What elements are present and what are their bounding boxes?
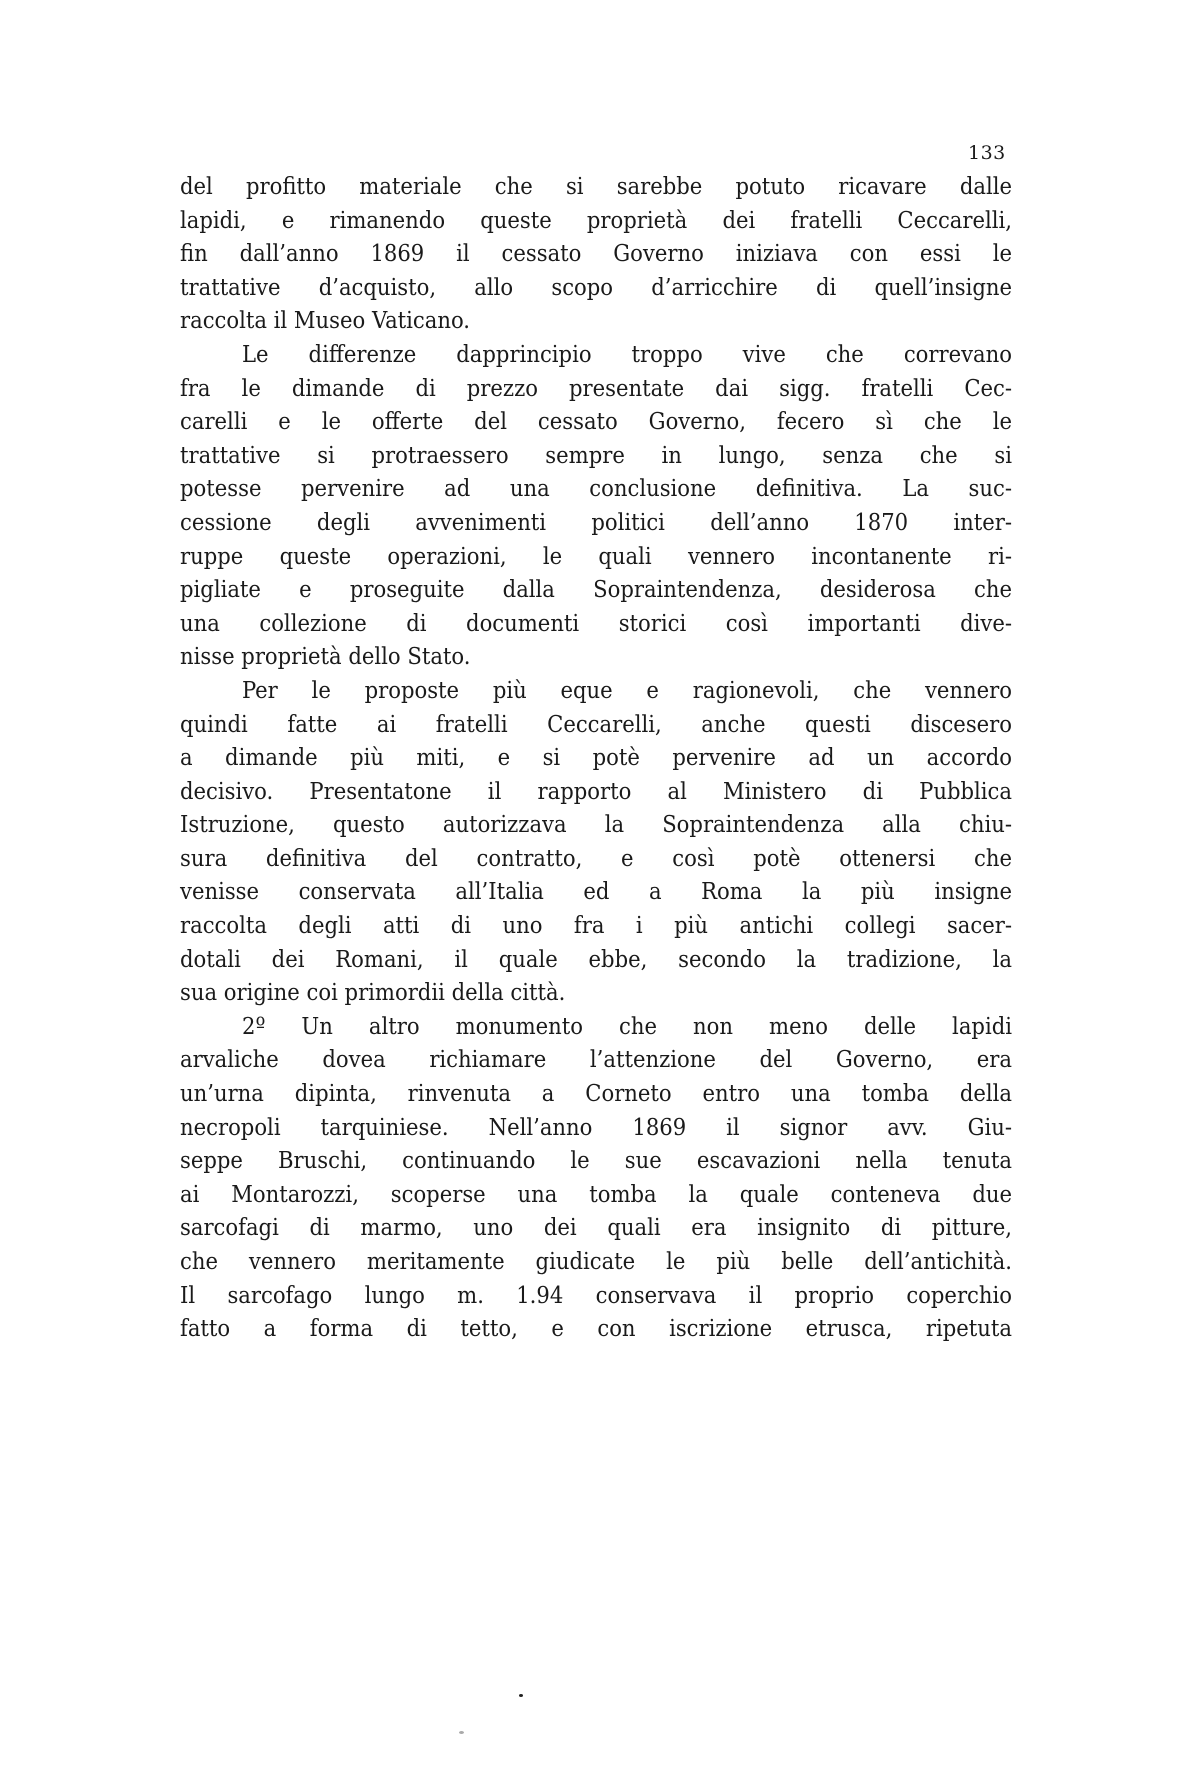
text-line — [180, 338, 1012, 372]
text-line — [180, 372, 1012, 406]
text-line — [180, 775, 1012, 809]
text-line-content: venisse conservata all’Italia ed a Roma la più insigne — [180, 877, 1012, 906]
text-line — [180, 943, 1012, 977]
text-line — [180, 1279, 1012, 1313]
text-line — [180, 540, 1012, 574]
text-line-content: trattative d’acquisto, allo scopo d’arricchire di quell’insigne — [180, 272, 1012, 301]
text-line — [180, 1211, 1012, 1245]
text-line-content: che vennero meritamente giudicate le più belle dell’antichità. — [180, 1247, 1012, 1275]
text-line — [180, 1010, 1012, 1044]
text-line-content: Per le proposte più eque e ragionevoli, che vennero — [242, 675, 1012, 704]
text-line-content: sua origine coi primordii della città. — [180, 978, 566, 1007]
text-line-content: decisivo. Presentatone il rapporto al Ministero di Pubblica — [180, 776, 1012, 805]
text-line-content: Le differenze dapprincipio troppo vive che correvano — [242, 339, 1012, 368]
text-line-content: nisse proprietà dello Stato. — [180, 642, 471, 671]
text-line-content: cessione degli avvenimenti politici dell’anno 1870 inter- — [180, 507, 1012, 536]
print-speck — [519, 1694, 523, 1697]
text-line — [180, 674, 1012, 708]
text-line-content: Il sarcofago lungo m. 1.94 conservava il proprio coperchio — [180, 1280, 1012, 1309]
text-line — [180, 439, 1012, 473]
text-line — [180, 808, 1012, 842]
text-line-content: potesse pervenire ad una conclusione definitiva. La suc- — [180, 474, 1012, 503]
text-line — [180, 1144, 1012, 1178]
text-line — [180, 506, 1012, 540]
text-line-content: fin dall’anno 1869 il cessato Governo iniziava con essi le — [180, 239, 1012, 268]
text-line — [180, 1312, 1012, 1346]
text-line — [180, 708, 1012, 742]
text-line — [180, 1043, 1012, 1077]
text-line-content: lapidi, e rimanendo queste proprietà dei fratelli Ceccarelli, — [180, 205, 1012, 234]
text-line-content: Istruzione, questo autorizzava la Sopraintendenza alla chiu- — [180, 810, 1012, 839]
text-line — [180, 472, 1012, 506]
text-line — [180, 237, 1012, 271]
page-number: 133 — [968, 142, 1006, 164]
text-line-content: ai Montarozzi, scoperse una tomba la quale conteneva due — [180, 1179, 1012, 1208]
text-line — [180, 170, 1012, 204]
body-text — [180, 170, 1012, 1346]
text-line — [180, 640, 1012, 674]
text-line-content: del profitto materiale che si sarebbe potuto ricavare dalle — [180, 172, 1012, 200]
text-line — [180, 976, 1012, 1010]
text-line — [180, 304, 1012, 338]
text-line-content: trattative si protraessero sempre in lungo, senza che si — [180, 440, 1012, 469]
text-line-content: necropoli tarquiniese. Nell’anno 1869 il signor avv. Giu- — [180, 1112, 1012, 1141]
text-line — [180, 204, 1012, 238]
text-line — [180, 875, 1012, 909]
text-line — [180, 573, 1012, 607]
text-line-content: 2º Un altro monumento che non meno delle lapidi — [242, 1011, 1012, 1040]
text-line — [180, 1178, 1012, 1212]
text-line — [180, 842, 1012, 876]
text-line — [180, 405, 1012, 439]
text-line-content: fatto a forma di tetto, e con iscrizione etrusca, ripetuta — [180, 1314, 1012, 1343]
text-line-content: carelli e le offerte del cessato Governo, fecero sì che le — [180, 407, 1012, 436]
text-line-content: dotali dei Romani, il quale ebbe, secondo la tradizione, la — [180, 944, 1012, 973]
text-line-content: quindi fatte ai fratelli Ceccarelli, anche questi discesero — [180, 709, 1012, 738]
print-speck — [459, 1731, 464, 1734]
text-line-content: a dimande più miti, e si potè pervenire ad un accordo — [180, 743, 1012, 772]
text-line-content: arvaliche dovea richiamare l’attenzione del Governo, era — [180, 1045, 1012, 1074]
text-line — [180, 607, 1012, 641]
text-line-content: raccolta il Museo Vaticano. — [180, 306, 471, 335]
text-line-content: una collezione di documenti storici così importanti dive- — [180, 608, 1012, 637]
text-line-content: fra le dimande di prezzo presentate dai sigg. fratelli Cec- — [180, 373, 1012, 402]
text-line-content: pigliate e proseguite dalla Sopraintendenza, desiderosa che — [180, 575, 1012, 604]
text-line-content: seppe Bruschi, continuando le sue escavazioni nella tenuta — [180, 1146, 1012, 1175]
text-line — [180, 1077, 1012, 1111]
text-line-content: raccolta degli atti di uno fra i più antichi collegi sacer- — [180, 911, 1012, 940]
text-line-content: un’urna dipinta, rinvenuta a Corneto entro una tomba della — [180, 1079, 1012, 1108]
text-line — [180, 271, 1012, 305]
text-line-content: sarcofagi di marmo, uno dei quali era insignito di pitture, — [180, 1213, 1012, 1242]
text-line — [180, 741, 1012, 775]
text-line — [180, 1111, 1012, 1145]
text-line — [180, 1245, 1012, 1279]
text-line-content: sura definitiva del contratto, e così potè ottenersi che — [180, 843, 1012, 872]
text-line — [180, 909, 1012, 943]
text-line-content: ruppe queste operazioni, le quali vennero incontanente ri- — [180, 541, 1012, 570]
